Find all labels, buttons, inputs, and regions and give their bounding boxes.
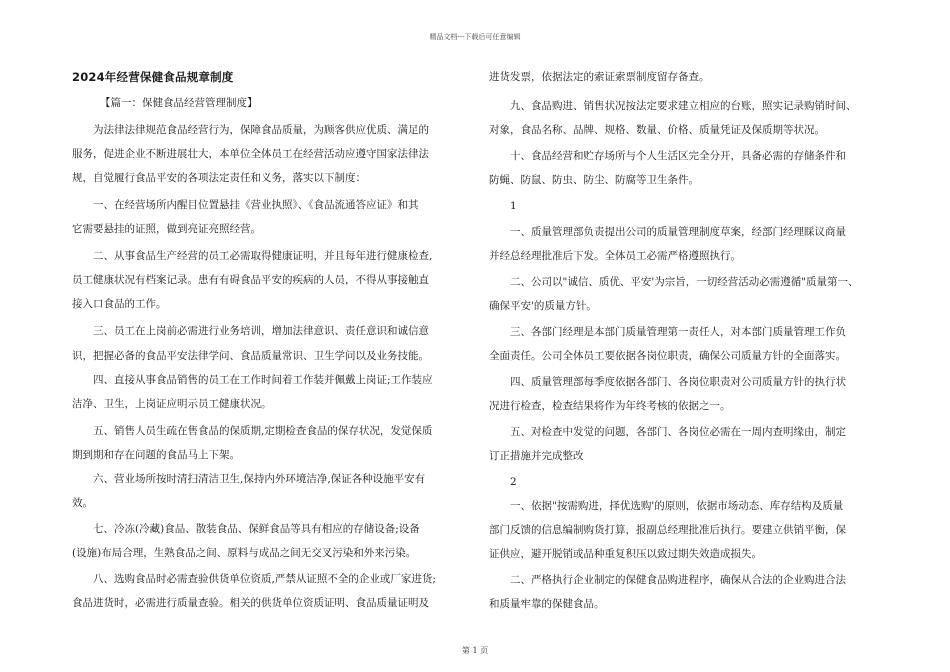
left-body-line: 七、冷冻(冷藏)食品、散装食品、保鲜食品等具有相应的存储设备;设备 (93, 523, 420, 535)
left-body-line: 服务，促进企业不断进展壮大，本单位全体员工在经营活动应遵守国家法律法 (72, 148, 429, 160)
right-body-line: 部门反馈的信息编制购货打算，报副总经理批准后执行。要建立供销平衡，保 (489, 524, 846, 536)
right-body-line: 三、各部门经理是本部门质量管理第一责任人，对本部门质量管理工作负 (510, 326, 846, 338)
left-body-line: 规，自觉履行食品平安的各项法定责任和义务，落实以下制度： (72, 172, 366, 184)
left-body-line: 四、直接从事食品销售的员工在工作时间着工作装并佩戴上岗证;工作装应 (93, 374, 433, 386)
left-body-line: (设施)布局合理，生熟食品之间、原料与成品之间无交叉污染和外来污染。 (72, 547, 417, 559)
right-body-line: 二、严格执行企业制定的保健食品购进程序，确保从合法的企业购进合法 (510, 574, 846, 586)
document-title: 2024年经营保健食品规章制度 (72, 70, 234, 84)
left-body-line: 识，把握必备的食品平安法律学问、食品质量常识、卫生学问以及业务技能。 (72, 350, 429, 362)
left-body-line: 八、选购食品时必需查验供货单位资质,严禁从证照不全的企业或厂家进货; (93, 573, 436, 585)
right-body-line: 二、公司以"诚信、质优、平安'为宗旨，一切经营活动必需遵循"质量第一、 (510, 276, 859, 288)
left-body-line: 五、销售人员生疏在售食品的保质期,定期检查食品的保存状况，发觉保质 (93, 425, 433, 437)
left-body-line: 接入口食品的工作。 (72, 298, 167, 310)
left-body-line: 它需要悬挂的证照，做到亮证亮照经营。 (72, 223, 261, 235)
section-heading: 【篇一：保健食品经营管理制度】 (100, 97, 258, 109)
right-body-line: 一、质量管理部负责提出公司的质量管理制度草案，经部门经理睬议商量 (510, 226, 846, 238)
page-footer: 第 1 页 (461, 646, 489, 655)
left-body-line: 二、从事食品生产经营的员工必需取得健康证明，并且每年进行健康检查, (93, 250, 433, 262)
right-body-line: 进货发票，依据法定的索证索票制度留存备查。 (489, 71, 710, 83)
right-body-line: 对象，食品名称、品牌、规格、数量、价格、质量凭证及保质期等状况。 (489, 124, 825, 136)
left-body-line: 食品进货时，必需进行质量查验。相关的供货单位资质证明、食品质量证明及 (72, 597, 429, 609)
right-body-line: 九、食品购进、销售状况按法定要求建立相应的台账，照实记录购销时间、 (510, 100, 857, 112)
left-body-line: 一、在经营场所内醒目位置悬挂《营业执照》、《食品流通答应证》和其 (93, 199, 419, 211)
right-body-line: 况进行检查，检查结果将作为年终考核的依据之一。 (489, 400, 731, 412)
left-body-line: 洁净、卫生，上岗证应明示员工健康状况。 (72, 398, 272, 410)
right-body-line: 证供应，避开脱销或品种重复积压以致过期失效造成损失。 (489, 548, 762, 560)
left-body-line: 三、员工在上岗前必需进行业务培训，增加法律意识、责任意识和诚信意 (93, 325, 429, 337)
left-body-line: 效。 (72, 497, 93, 509)
right-body-line: 2 (510, 476, 517, 488)
right-body-line: 并经总经理批准后下发。全体员工必需严格遵照执行。 (489, 250, 741, 262)
right-body-line: 确保平安'的质量方针。 (489, 300, 597, 312)
right-body-line: 1 (510, 200, 517, 212)
left-body-line: 员工健康状况有档案记录。患有有碍食品平安的疾病的人员，不得从事接触直 (72, 274, 429, 286)
left-body-line: 六、营业场所按时清扫清洁卫生,保持内外环境洁净,保证各种设施平安有 (93, 473, 426, 485)
right-body-line: 和质量牢靠的保健食品。 (489, 598, 605, 610)
right-body-line: 订正措施并完成整改 (489, 450, 584, 462)
left-body-line: 为法律法律规范食品经营行为，保障食品质量，为顾客供应优质、满足的 (93, 124, 429, 136)
left-body-line: 期到期和存在问题的食品马上下架。 (72, 449, 240, 461)
page-header: 精品文档---下载后可任意编辑 (429, 33, 521, 41)
right-body-line: 全面责任。公司全体员工要依据各岗位职责，确保公司质量方针的全面落实。 (489, 350, 846, 362)
right-body-line: 一、依据"按需购进，择优选购'的原则，依据市场动态、库存结构及质量 (510, 500, 844, 512)
right-body-line: 防蝇、防鼠、防虫、防尘、防腐等卫生条件。 (489, 174, 699, 186)
right-body-line: 五、对检查中发觉的问题，各部门、各岗位必需在一周内查明缘由，制定 (510, 426, 846, 438)
right-body-line: 四、质量管理部每季度依据各部门、各岗位职责对公司质量方针的执行状 (510, 376, 846, 388)
right-body-line: 十、食品经营和贮存场所与个人生活区完全分开，具备必需的存储条件和 (510, 150, 846, 162)
